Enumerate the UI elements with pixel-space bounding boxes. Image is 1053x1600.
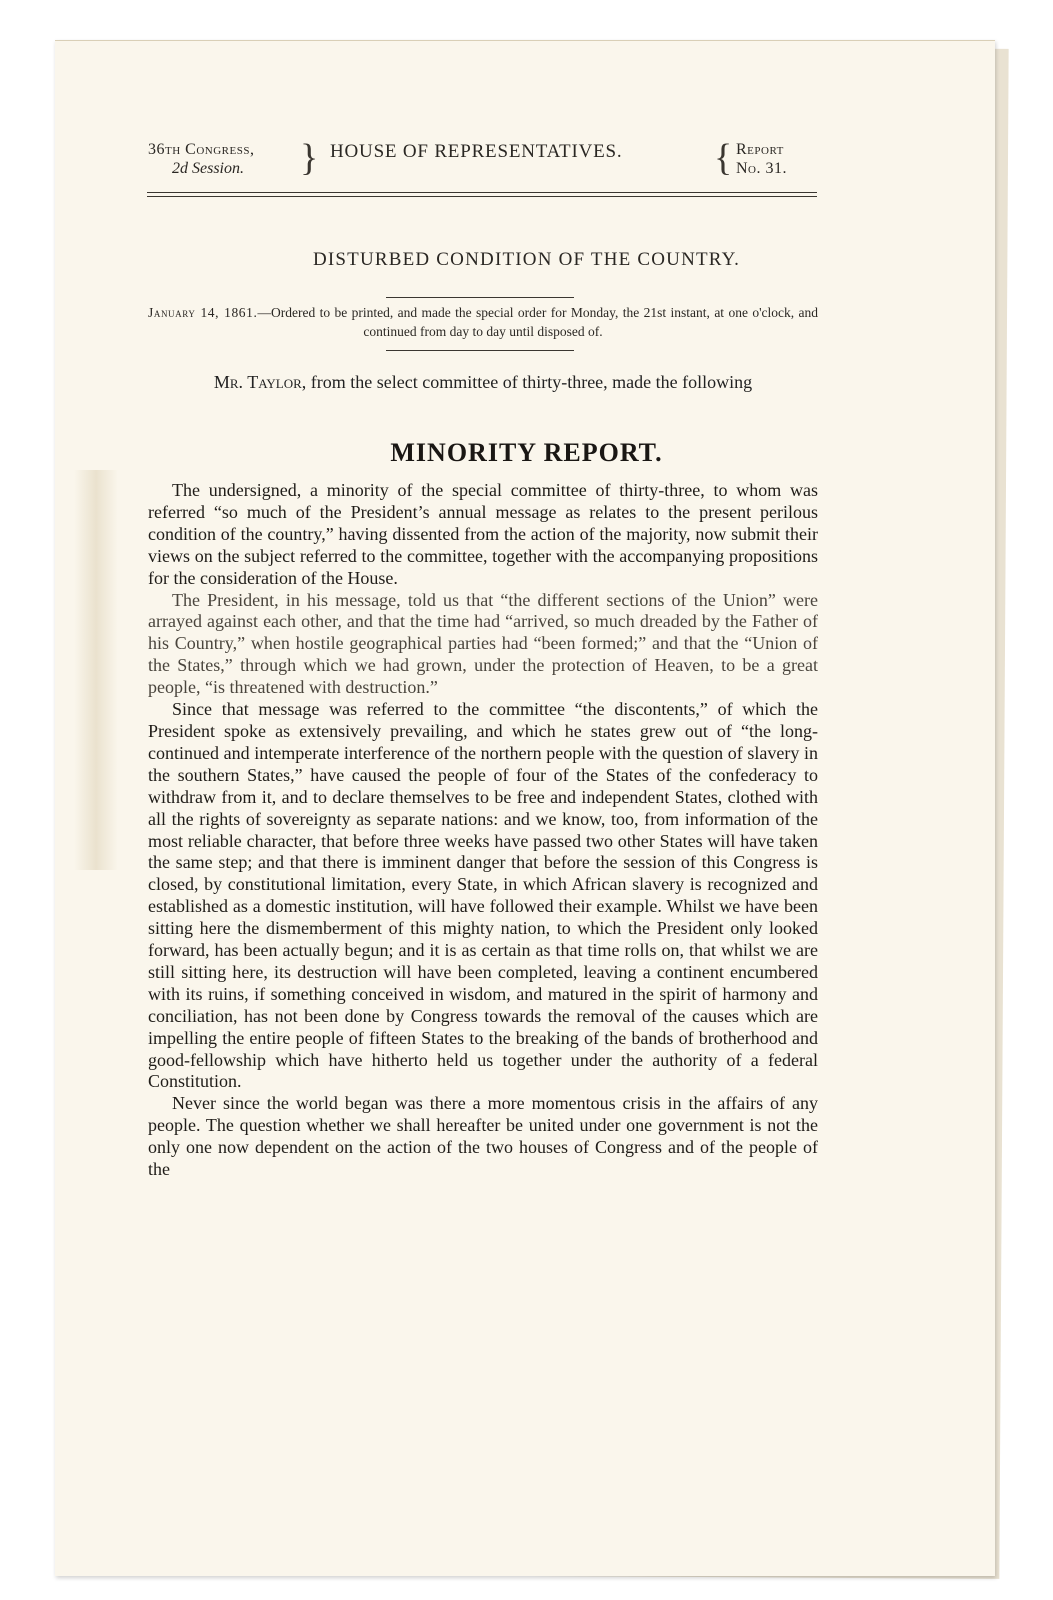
paragraph-4: Never since the world began was there a more momentous crisis in the affairs of any people. The question whether we shall hereafter be united under one government is not the only one now dependent on the action of the two houses of Congress and of the people of the	[148, 1093, 818, 1180]
order-note	[148, 303, 818, 341]
order-text: —Ordered to be printed, and made the special order for Monday, the 21st instant, at one o'clock, and continued from day to day until disposed of.	[257, 305, 819, 339]
report-body	[148, 480, 818, 1181]
report-number-block	[736, 140, 787, 178]
order-rule-bottom	[386, 350, 574, 351]
session-label: 2d Session.	[172, 160, 244, 177]
report-title: MINORITY REPORT.	[390, 438, 663, 467]
paragraph-3: Since that message was referred to the committee “the discontents,” of which the President spoke as extensively prevailing, and which he states grew out of “the long-continued and intemperate interference of the northern people with the question of slavery in the southern States,” have caused the people of four of the States of the confederacy to withdraw from it, and to declare themselves to be free and independent States, clothed with all the rights of sovereignty as separate nations: and we know, too, from information of the most reliable character, that before three weeks have passed two other States will have taken the same step; and that there is imminent danger that before the session of this Congress is closed, by constitutional limitation, every State, in which African slavery is recognized and established as a domestic institution, will have followed their example. Whilst we have been sitting here the dismemberment of this mighty nation, to which the President only looked forward, has been actually begun; and it is as certain as that time rolls on, that whilst we are still sitting here, its destruction will have been completed, leaving a continent encumbered with its ruins, if something conceived in wisdom, and matured in the spirit of harmony and conciliation, has not been done by Congress towards the removal of the causes which are impelling the entire people of fifteen States to the breaking of the bands of brotherhood and good-fellowship which have hitherto held us together under the authority of a federal Constitution.	[148, 699, 818, 1092]
binding-stain	[74, 470, 118, 870]
right-brace: {	[714, 137, 733, 179]
member-name: Mr. Taylor,	[213, 372, 307, 392]
intro-line	[148, 372, 818, 393]
congress-label: 36th Congress,	[148, 141, 255, 158]
order-rule-top	[386, 297, 574, 298]
order-date: January 14, 1861.	[148, 305, 258, 320]
report-number: No. 31.	[736, 160, 787, 177]
subject-title: DISTURBED CONDITION OF THE COUNTRY.	[312, 249, 741, 270]
congress-session	[148, 140, 254, 178]
report-label: Report	[736, 141, 784, 158]
paragraph-2: The President, in his message, told us that “the different sections of the Union” were arrayed against each other, and that the time had “arrived, so much dreaded by the Father of his Country,” when hostile geographical parties had “been formed;” and that the “Union of the States,” through which we had grown, under the protection of Heaven, to be a great people, “is threatened with destruction.”	[148, 589, 818, 698]
house-title: HOUSE OF REPRESENTATIVES.	[330, 141, 623, 162]
paragraph-1: The undersigned, a minority of the special committee of thirty-three, to whom was referred “so much of the President’s annual message as relates to the present perilous condition of the country,” having dissented from the action of the majority, now submit their views on the subject referred to the committee, together with the accompanying propositions for the consideration of the House.	[148, 480, 818, 588]
intro-text: from the select committee of thirty-three, made the following	[306, 372, 753, 392]
header-double-rule	[147, 192, 817, 197]
left-brace: }	[300, 137, 319, 179]
